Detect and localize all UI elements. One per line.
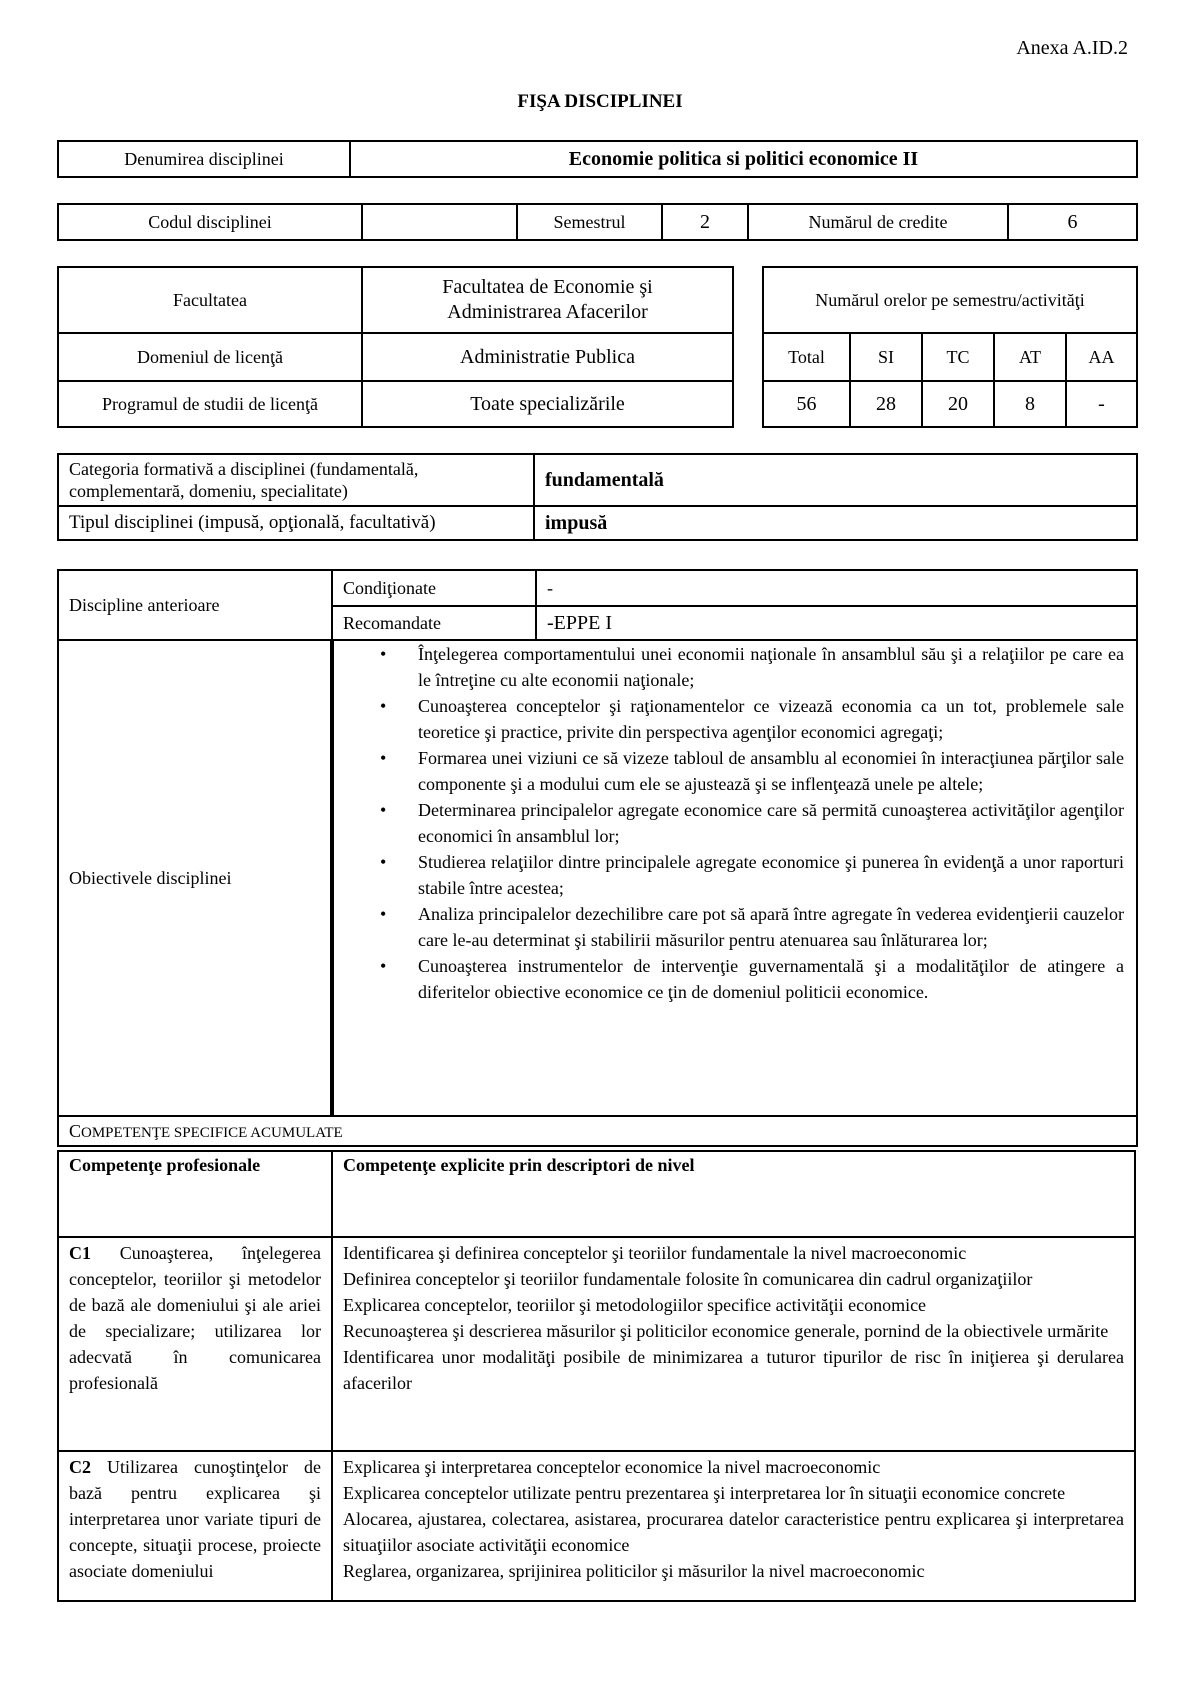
competente-section-header — [58, 1116, 1137, 1146]
denumire-table — [57, 140, 1138, 178]
domeniu-value: Administratie Publica — [362, 333, 733, 381]
facultate-table — [57, 266, 734, 428]
c1-item: Definirea conceptelor şi teoriilor fundamentale folosite în comunicarea din cadrul organizaţiilor — [343, 1269, 1033, 1289]
c2-item: Alocarea, ajustarea, colectarea, asistarea, procurarea datelor caracteristice pentru explicarea şi interpretarea situaţiilor asociate activităţii economice — [343, 1509, 1124, 1555]
ore-col-aa: AA — [1066, 333, 1137, 381]
ore-val-at: 8 — [994, 381, 1066, 427]
obiectiv-item: • Înţelegerea comportamentului unei economii naţionale în ansamblul său şi a relaţiilor pe care ea le întreţine cu alte economii naţionale; — [418, 641, 1124, 693]
denumire-value: Economie politica si politici economice II — [350, 141, 1137, 177]
competente-col2-header: Competenţe explicite prin descriptori de nivel — [332, 1151, 1135, 1237]
c2-item: Reglarea, organizarea, sprijinirea politicilor şi măsurilor la nivel macroeconomic — [343, 1561, 925, 1581]
ore-col-at: AT — [994, 333, 1066, 381]
categorie-table — [57, 453, 1138, 541]
tip-label: Tipul disciplinei (impusă, opţională, facultativă) — [58, 506, 534, 540]
obiective-content — [332, 640, 1137, 1116]
c1-code: C1 — [69, 1243, 91, 1263]
c1-item: Explicarea conceptelor, teoriilor şi metodologiilor specifice activităţii economice — [343, 1295, 927, 1315]
recomandate-value: -EPPE I — [536, 606, 1137, 640]
cod-value — [362, 204, 517, 240]
competente-section-first: C — [69, 1120, 82, 1141]
obiectiv-item: • Cunoaşterea instrumentelor de intervenţie guvernamentală şi a modalităţilor de atingere a diferitelor obiective economice ce ţin de domeniul politicii economice. — [418, 953, 1124, 1005]
cod-label: Codul disciplinei — [58, 204, 362, 240]
c1-cell — [58, 1237, 332, 1451]
ore-header: Numărul orelor pe semestru/activităţi — [763, 267, 1137, 333]
obiectiv-item: • Determinarea principalelor agregate economice care să permită cunoaşterea activităţilor agenţilor economici în ansamblul lor; — [418, 797, 1124, 849]
ore-col-total: Total — [763, 333, 850, 381]
c1-item: Identificarea şi definirea conceptelor şi teoriilor fundamentale la nivel macroeconomic — [343, 1243, 967, 1263]
c2-item: Explicarea conceptelor utilizate pentru prezentarea şi interpretarea lor în situaţii economice concrete — [343, 1483, 1066, 1503]
denumire-label: Denumirea disciplinei — [58, 141, 350, 177]
facultatea-value-line2: Administrarea Afacerilor — [447, 301, 648, 323]
ore-val-aa: - — [1066, 381, 1137, 427]
annex-label: Anexa A.ID.2 — [1016, 37, 1128, 59]
c1-descriptors — [332, 1237, 1135, 1451]
semestru-value: 2 — [662, 204, 748, 240]
c2-code: C2 — [69, 1457, 91, 1477]
semestru-label: Semestrul — [517, 204, 662, 240]
obiectiv-item: • Analiza principalelor dezechilibre care pot să apară între agregate în vederea evidenţierii cauzelor care le-au determinat şi stabilirii măsurilor pentru atenuarea sau înlăturarea lor; — [418, 901, 1124, 953]
anterioare-label: Discipline anterioare — [58, 570, 332, 640]
domeniu-label: Domeniul de licenţă — [58, 333, 362, 381]
recomandate-label: Recomandate — [332, 606, 536, 640]
ore-col-tc: TC — [922, 333, 994, 381]
c1-item: Identificarea unor modalităţi posibile de minimizarea a tuturor tipurilor de risc în iniţierea şi derularea afacerilor — [343, 1347, 1124, 1393]
competente-table — [57, 1150, 1136, 1602]
ore-table — [762, 266, 1138, 428]
categorie-label: Categoria formativă a disciplinei (fundamentală, complementară, domeniu, specialitate) — [58, 454, 534, 506]
competente-col1-header: Competenţe profesionale — [58, 1151, 332, 1237]
conditionate-label: Condiţionate — [332, 570, 536, 606]
c2-item: Explicarea şi interpretarea conceptelor economice la nivel macroeconomic — [343, 1457, 881, 1477]
cod-table — [57, 203, 1138, 241]
conditionate-value: - — [536, 570, 1137, 606]
facultatea-value-line1: Facultatea de Economie şi — [442, 276, 653, 298]
program-value: Toate specializările — [362, 381, 733, 427]
c1-item: Recunoaşterea şi descrierea măsurilor şi politicilor economice generale, pornind de la obiectivele urmărite — [343, 1321, 1109, 1341]
obiective-label: Obiectivele disciplinei — [58, 640, 332, 1116]
ore-col-si: SI — [850, 333, 922, 381]
c2-text: Utilizarea cunoştinţelor de bază pentru explicarea şi interpretarea unor variate tipuri de concepte, situaţii procese, proiecte asociate domeniului — [69, 1457, 321, 1581]
ore-val-si: 28 — [850, 381, 922, 427]
categorie-value: fundamentală — [534, 454, 1137, 506]
c2-cell — [58, 1451, 332, 1601]
obiectiv-item: • Formarea unei viziuni ce să vizeze tabloul de ansamblu al economiei în interacţiunea părţilor sale componente şi a modului cum ele se ajustează şi se inflenţează unele pe altele; — [418, 745, 1124, 797]
credite-label: Numărul de credite — [748, 204, 1008, 240]
obiectiv-item: • Studierea relaţiilor dintre principalele agregate economice şi punerea în evidenţă a unor raporturi stabile între acestea; — [418, 849, 1124, 901]
competente-section-rest: OMPETENŢE SPECIFICE ACUMULATE — [81, 1124, 343, 1141]
c1-text: Cunoaşterea, înţelegerea conceptelor, teoriilor şi metodelor de bază ale domeniului şi ale ariei de specializare; utilizarea lor adecvată în comunicarea profesională — [69, 1243, 321, 1393]
ore-val-total: 56 — [763, 381, 850, 427]
anterioare-table — [57, 569, 1138, 1147]
program-label: Programul de studii de licenţă — [58, 381, 362, 427]
obiective-list — [334, 641, 1124, 1005]
tip-value: impusă — [534, 506, 1137, 540]
credite-value: 6 — [1008, 204, 1137, 240]
page-title: FIŞA DISCIPLINEI — [517, 91, 683, 112]
ore-val-tc: 20 — [922, 381, 994, 427]
facultatea-label: Facultatea — [58, 267, 362, 333]
c2-descriptors — [332, 1451, 1135, 1601]
obiectiv-item: • Cunoaşterea conceptelor şi raţionamentelor ce vizează economia ca un tot, problemele sale teoretice şi practice, privite din perspectiva agenţilor economici agregaţi; — [418, 693, 1124, 745]
